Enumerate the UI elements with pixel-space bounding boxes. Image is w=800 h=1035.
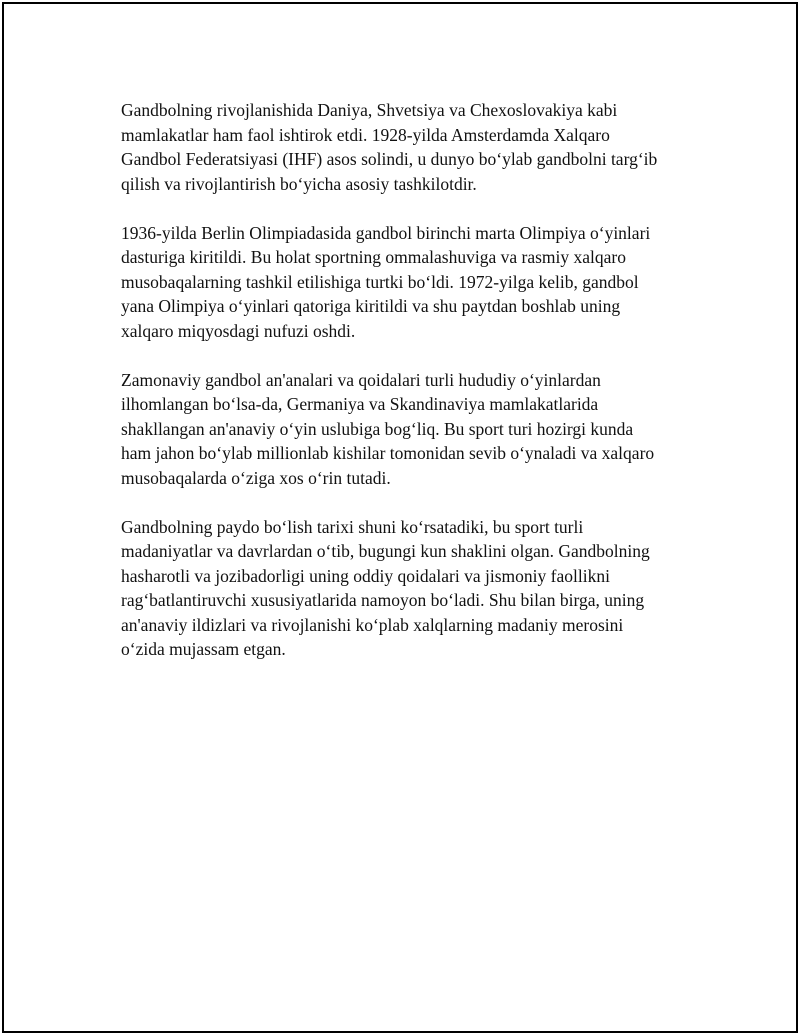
paragraph-4-line-6: o‘zida mujassam etgan. [121, 639, 286, 659]
document-page [2, 2, 798, 1033]
paragraph-2-line-5: xalqaro miqyosdagi nufuzi oshdi. [121, 320, 356, 341]
paragraph-3-line-1: Zamonaviy gandbol an'analari va qoidalari turli hududiy o‘yinlardan [121, 369, 601, 390]
paragraph-4 [121, 515, 711, 662]
paragraph-3 [121, 368, 711, 491]
paragraph-2-line-2: dasturiga kiritildi. Bu holat sportning ommalashuviga va rasmiy xalqaro [121, 247, 626, 267]
paragraph-3-line-4: ham jahon bo‘ylab millionlab kishilar tomonidan sevib o‘ynaladi va xalqaro [121, 443, 655, 463]
paragraph-1-line-4: qilish va rivojlantirish bo‘yicha asosiy tashkilotdir. [121, 173, 477, 194]
paragraph-1-line-1: Gandbolning rivojlanishida Daniya, Shvetsiya va Chexoslovakiya kabi [121, 100, 618, 120]
paragraph-4-line-3: hasharotli va jozibadorligi uning oddiy qoidalari va jismoniy faollikni [121, 565, 610, 586]
document-body [121, 98, 711, 686]
paragraph-1-line-2: mamlakatlar ham faol ishtirok etdi. 1928-yilda Amsterdamda Xalqaro [121, 124, 610, 145]
paragraph-1-line-3: Gandbol Federatsiyasi (IHF) asos solindi, u dunyo bo‘ylab gandbolni targ‘ib [121, 149, 658, 169]
paragraph-4-line-2: madaniyatlar va davrlardan o‘tib, bugungi kun shaklini olgan. Gandbolning [121, 541, 650, 561]
paragraph-3-line-3: shakllangan an'anaviy o‘yin uslubiga bog‘liq. Bu sport turi hozirgi kunda [121, 418, 634, 439]
paragraph-1 [121, 98, 711, 196]
paragraph-4-line-1: Gandbolning paydo bo‘lish tarixi shuni ko‘rsatadiki, bu sport turli [121, 516, 584, 537]
paragraph-4-line-4: rag‘batlantiruvchi xususiyatlarida namoyon bo‘ladi. Shu bilan birga, uning [121, 590, 645, 610]
paragraph-2-line-3: musobaqalarning tashkil etilishiga turtki bo‘ldi. 1972-yilga kelib, gandbol [121, 271, 639, 292]
paragraph-2-line-4: yana Olimpiya o‘yinlari qatoriga kiritildi va shu paytdan boshlab uning [121, 296, 621, 316]
paragraph-4-line-5: an'anaviy ildizlari va rivojlanishi ko‘plab xalqlarning madaniy merosini [121, 614, 624, 635]
paragraph-2 [121, 221, 711, 344]
paragraph-3-line-2: ilhomlangan bo‘lsa-da, Germaniya va Skandinaviya mamlakatlarida [121, 394, 599, 414]
paragraph-2-line-1: 1936-yilda Berlin Olimpiadasida gandbol birinchi marta Olimpiya o‘yinlari [121, 222, 651, 243]
paragraph-3-line-5: musobaqalarda o‘ziga xos o‘rin tutadi. [121, 467, 391, 488]
